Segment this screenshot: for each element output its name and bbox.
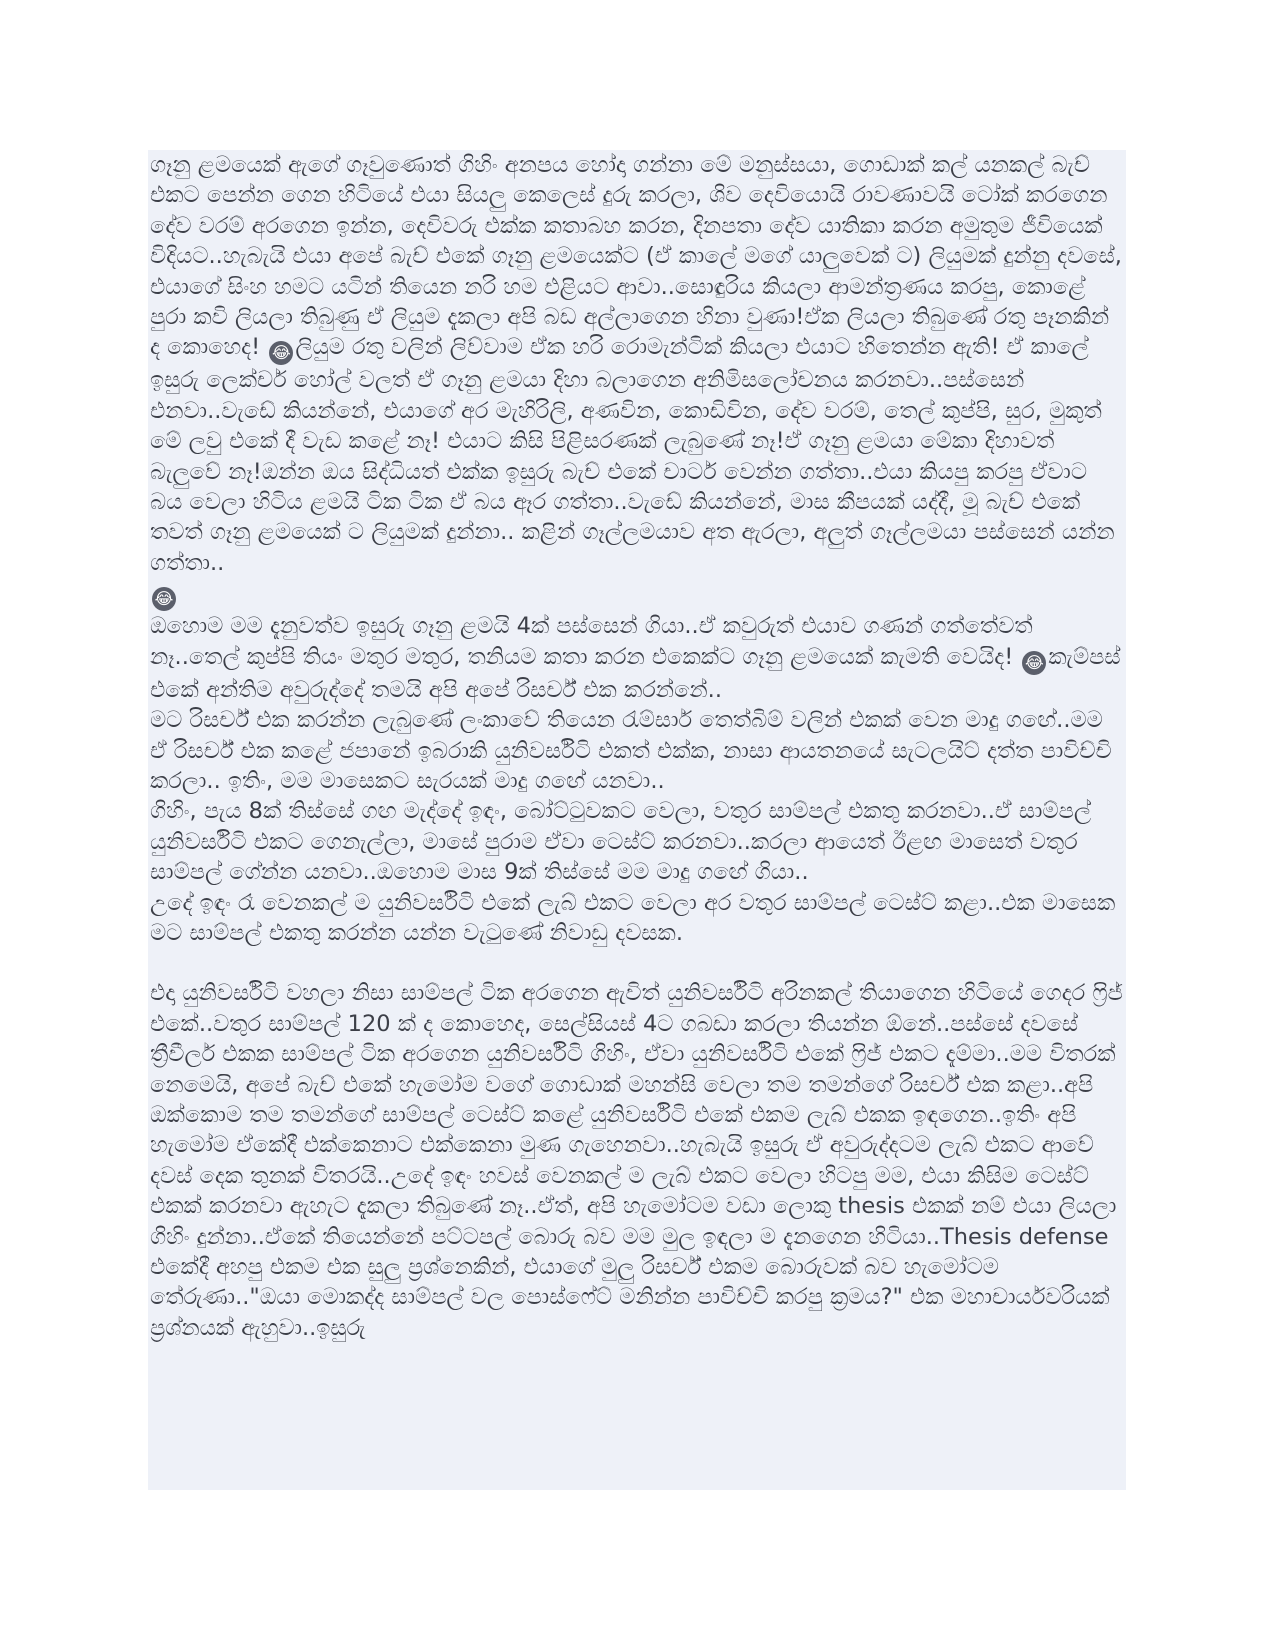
laughing-emoji-icon: 😂 <box>152 587 176 611</box>
story-text-block <box>148 150 1126 1490</box>
paragraph-5: උදේ ඉඳං රෑ වෙනකල් ම යුනිවර්සිටි එකේ ලැබ් එකට වෙලා අර වතුර සාම්පල් ටෙස්ට් කළා..එක මාසෙක මට සාම්පල් එකතු කරන්න යන්න වැටුණේ නිවාඩු දවසක. <box>150 889 1116 946</box>
paragraph-6: එදා යුනිවර්සිටි වහලා නිසා සාම්පල් ටික අරගෙන ඇවිත් යුනිවර්සිටි අරිනකල් තියාගෙන හිටියේ ගෙදර ෆ්‍රිජ් එකේ..වතුර සාම්පල් 120 ක් ද කොහෙද, සෙල්සියස් 4ට ගබඩා කරලා තියන්න ඕනේ..පස්සේ දවසේ ත්‍රීවීලර් එකක සාම්පල් ටික අරගෙන යුනිවර්සිටි ගිහිං, ඒවා යුනිවර්සිටි එකේ ෆ්‍රිජ් එකට දැම්මා..මම විතරක් නෙමෙයි, අපේ බැච් එකේ හැමෝම වගේ ගොඩාක් මහන්සි වෙලා තම තමන්ගේ රිසර්ච් එක කළා..අපි ඔක්කොම තම තමන්ගේ සාම්පල් ටෙස්ට් කළේ යුනිවර්සිටි එකේ එකම ලැබ් එකක ඉඳගෙන..ඉතිං අපි හැමෝම ඒකේදී එක්කෙනාට එක්කෙනා මුණ ගැහෙනවා..හැබැයි ඉසුරු ඒ අවුරුද්දටම ලැබ් එකට ආවේ දවස් දෙක තුනක් විතරයි..උදේ ඉඳං හවස් වෙනකල් ම ලැබ් එකට වෙලා හිටපු මම, එයා කිසිම ටෙස්ට් එකක් කරනවා ඇහැට දැකලා තිබුණේ නෑ..ඒත්, අපි හැමෝටම වඩා ලොකු thesis එකක් නම් එයා ලියලා ගිහිං දුන්නා..ඒකේ තියෙන්නේ පට්ටපල් බොරු බව මම මුල ඉඳලා ම දැනගෙන හිටියා..Thesis defense එකේදී අහපු එකම එක සුලු ප්‍රශ්නෙකින්, එයාගේ මුලු රිසර්ච් එකම බොරුවක් බව හැමෝටම තේරුණා.."ඔයා මොකද්ද සාම්පල් වල පොස්ෆේට් මනින්න පාවිච්චි කරපු ක්‍රමය?" එක මහාචාර්යවරියක් ප්‍රශ්නයක් ඇහුවා..ඉසුරු <box>150 980 1123 1341</box>
laughing-emoji-icon: 😂 <box>269 341 293 365</box>
paragraph-2-text-a: ඔහොම මම දැනුවත්ව ඉසුරු ගෑනු ළමයි 4ක් පස්සෙන් ගියා..ඒ කවුරුත් එයාව ගණන් ගත්තේවත් නෑ..තෙල් කුප්පි තියං මතුර මතුර, තනියම කතා කරන එකෙක්ට ගෑනු ළමයෙක් කැමති වෙයිද! <box>150 613 1033 670</box>
paragraph-4: ගිහිං, පැය 8ක් තිස්සේ ගඟ මැද්දේ ඉඳං, බෝට්ටුවකට වෙලා, වතුර සාම්පල් එකතු කරනවා..ඒ සාම්පල් යුනිවර්සිටි එකට ගෙනැල්ලා, මාසේ පුරාම ඒවා ටෙස්ට් කරනවා..කරලා ආයෙත් ඊළඟ මාසෙත් වතුර සාම්පල් ගේන්න යනවා..ඔහොම මාස 9ක් තිස්සේ මම මාදු ගඟේ ගියා.. <box>150 798 1091 886</box>
paragraph-2 <box>148 611 1126 705</box>
paragraph-1-text-b: ලියුම රතු වලින් ලිව්වාම ඒක හරි රොමැන්ටික් කියලා එයාට හිතෙන්න ඇති! ඒ කාලේ ඉසුරු ලෙක්චර් හෝල් වලත් ඒ ගෑනු ළමයා දිහා බලාගෙන අනිමිසලෝචනය කරනවා..පස්සෙන් එනවා..වැඩේ කියන්නේ, එයාගේ අර මැහිරිලි, අණවින, කොඩිවින, දේව වරම්, තෙල් කුප්පි, සුර, මුකුත් මේ ලවු එකේ දී වැඩ කළේ නෑ! එයාට කිසි පිළිසරණක් ලැබුණේ නෑ!ඒ ගෑනු ළමයා මේකා දිහාවත් බැලුවේ නෑ!ඔන්න ඔය සිද්ධියත් එක්ක ඉසුරු බැච් එකේ චාටර් වෙන්න ගත්තා..එයා කියපු කරපු ඒවාට බය වෙලා හිටිය ළමයි ටික ටික ඒ බය ඈර ගත්තා..වැඩේ කියන්නේ, මාස කීපයක් යද්දී, මූ බැච් එකේ තවත් ගෑනු ළමයෙක් ට ලියුමක් දුන්නා.. කළින් ගෑල්ලමයාව අත ඇරලා, අලුත් ගෑල්ලමයා පස්සෙන් යන්න ගත්තා.. <box>150 334 1115 576</box>
paragraph-3: මට රිසර්ච් එක කරන්න ලැබුණේ ලංකාවේ තියෙන රැම්සාර් තෙත්බිම් වලින් එකක් වෙන මාදු ගඟේ..මම ඒ රිසර්ච් එක කළේ ජපානේ ඉබරාකි යුනිවර්සිටි එකත් එක්ක, නාසා ආයතනයේ සැටලයිට් දත්ත පාවිච්චි කරලා.. ඉතිං, මම මාසෙකට සැරයක් මාදු ගඟේ යනවා.. <box>150 707 1112 794</box>
paragraph-1-text-a: ගෑනු ළමයෙක් ඇගේ ගෑවුණොත් ගිහිං අනපය හෝදා ගන්නා මේ මනුස්සයා, ගොඩාක් කල් යනකල් බැච් එකට පෙන්න ගෙන හිටියේ එයා සියලු කෙලෙස් දුරු කරලා, ශිව දෙවියොයි රාවණාවයි ටෝක් කරගෙන දේව වරම් අරගෙන ඉන්න, දෙවිවරු එක්ක කතාබහ කරන, දිනපතා දේව යාතිකා කරන අමුතුම ජීවියෙක් විදියට..හැබැයි එයා අපේ බැච් එකේ ගෑනු ළමයෙක්ට (ඒ කාලේ මගේ යාලුවෙක් ට) ලියුමක් දුන්නු දවසේ, එයාගේ සිංහ හමට යටින් තියෙන නරි හම එළියට ආවා..සොඳුරිය කියලා ආමන්ත්‍රණය කරපු, කොළේ පුරා කවි ලියලා තිබුණු ඒ ලියුම දැකලා අපි බඩ අල්ලාගෙන හිනා වුණා!ඒක ලියලා තිබුණේ රතු පෑනකින් ද කොහෙද! <box>150 152 1122 361</box>
laughing-emoji-icon: 😂 <box>1022 651 1046 675</box>
paragraph-1 <box>148 150 1126 611</box>
paragraph-2-text-b: කැම්පස් එකේ අන්තිම අවුරුද්දේ තමයි අපි අපේ රිසර්ච් එක කරන්නේ.. <box>150 643 1121 703</box>
paragraph-spacer <box>148 948 1126 978</box>
